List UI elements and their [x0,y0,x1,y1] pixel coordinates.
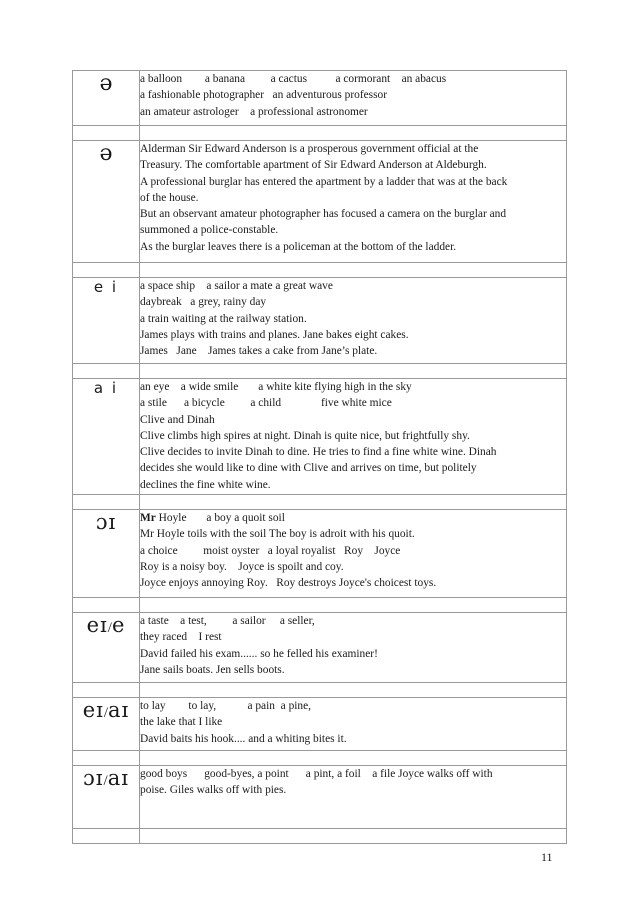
phoneme-symbol: e [111,613,126,637]
spacer-row [73,598,567,613]
phoneme-symbol: ɔɪ [83,766,104,790]
table-row [73,379,567,495]
text-line: David baits his hook.... and a whiting bites it. [140,732,347,745]
phoneme-symbol: eɪ [86,613,108,637]
phoneme-symbol: eɪ [82,698,104,722]
phoneme-cell [73,278,140,364]
text-line: an eye a wide smile a white kite flying high in the sky [140,381,412,393]
slash-separator: / [103,705,109,721]
phoneme-cell [73,379,140,495]
example-text-cell [140,379,567,495]
spacer-row [73,683,567,698]
text-line: a train waiting at the railway station. [140,312,307,325]
text-line: But an observant amateur photographer has focused a camera on the burglar and [140,208,507,221]
spacer-row [73,126,567,141]
text-line: James plays with trains and planes. Jane bakes eight cakes. [140,328,409,341]
text-line: A professional burglar has entered the apartment by a ladder that was at the back [140,175,508,188]
phoneme-cell [73,510,140,598]
text-line: a taste a test, a sailor a seller, [140,615,315,627]
phoneme-symbol: ə [99,71,113,96]
text-line: summoned a police-constable. [140,224,279,237]
slash-separator: / [103,773,108,789]
text-line: Clive decides to invite Dinah to dine. He tries to find a fine white wine. Dinah [140,446,497,459]
example-text-cell [140,766,567,829]
text-line: poise. Giles walks off with pies. [140,784,287,797]
table-row [73,766,567,829]
table-row [73,510,567,598]
text-line [140,510,566,526]
text-line: decides she would like to dine with Clive and arrives on time, but politely [140,462,477,475]
phoneme-cell [73,613,140,683]
exercise-table [72,70,567,844]
text-line: Treasury. The comfortable apartment of Sir Edward Anderson at Aldeburgh. [140,159,487,172]
text-fragment: Hoyle a boy a quoit soil [155,512,285,524]
spacer-row [73,751,567,766]
phoneme-symbol: e i [93,278,119,296]
example-text-cell [140,510,567,598]
example-text-cell [140,141,567,263]
text-line: As the burglar leaves there is a policeman at the bottom of the ladder. [140,240,457,253]
phoneme-symbol: ə [99,141,113,166]
phoneme-symbol: aɪ [108,698,130,722]
text-line: daybreak a grey, rainy day [140,296,267,309]
example-text-cell [140,71,567,126]
text-line: James Jane James takes a cake from Jane’s plate. [140,345,378,358]
text-line: an amateur astrologer a professional astronomer [140,105,368,118]
text-line: a fashionable photographer an adventurous professor [140,89,388,102]
text-line: declines the fine white wine. [140,478,271,491]
text-line: Mr Hoyle toils with the soil The boy is adroit with his quoit. [140,528,415,541]
bold-text: Mr [140,512,156,524]
example-text-cell [140,698,567,751]
example-text-cell [140,278,567,364]
page-number: 11 [541,850,553,864]
text-line: Clive climbs high spires at night. Dinah is quite nice, but frightfully shy. [140,429,470,442]
table-row [73,71,567,126]
table-row [73,698,567,751]
text-line: Jane sails boats. Jen sells boots. [140,663,285,676]
text-line: the lake that I like [140,716,223,729]
table-row [73,141,567,263]
phoneme-cell [73,141,140,263]
text-line: Joyce enjoys annoying Roy. Roy destroys Joyce's choicest toys. [140,577,437,590]
text-line: Alderman Sir Edward Anderson is a prosperous government official at the [140,143,479,155]
phoneme-cell [73,71,140,126]
text-line: good boys good-byes, a point a pint, a foil a file Joyce walks off with [140,768,493,780]
slash-separator: / [107,620,112,636]
spacer-row [73,495,567,510]
text-line: to lay to lay, a pain a pine, [140,700,312,712]
text-line: they raced I rest [140,631,222,644]
example-text-cell [140,613,567,683]
spacer-row [73,263,567,278]
phoneme-cell [73,698,140,751]
phoneme-cell [73,766,140,829]
text-line: a balloon a banana a cactus a cormorant an abacus [140,73,447,85]
text-line: David failed his exam...... so he felled his examiner! [140,647,378,660]
text-line: Clive and Dinah [140,413,215,426]
phoneme-symbol: a i [93,379,119,397]
table-row [73,278,567,364]
phoneme-symbol: aɪ [107,766,129,790]
table-row [73,613,567,683]
spacer-row [73,829,567,844]
text-line: Roy is a noisy boy. Joyce is spoilt and coy. [140,560,344,573]
spacer-row [73,364,567,379]
text-line: a stile a bicycle a child five white mice [140,397,392,410]
text-line: of the house. [140,191,199,204]
phoneme-symbol: ɔɪ [95,510,117,534]
text-line: a space ship a sailor a mate a great wave [140,280,333,292]
text-line: a choice moist oyster a loyal royalist Roy Joyce [140,544,401,557]
